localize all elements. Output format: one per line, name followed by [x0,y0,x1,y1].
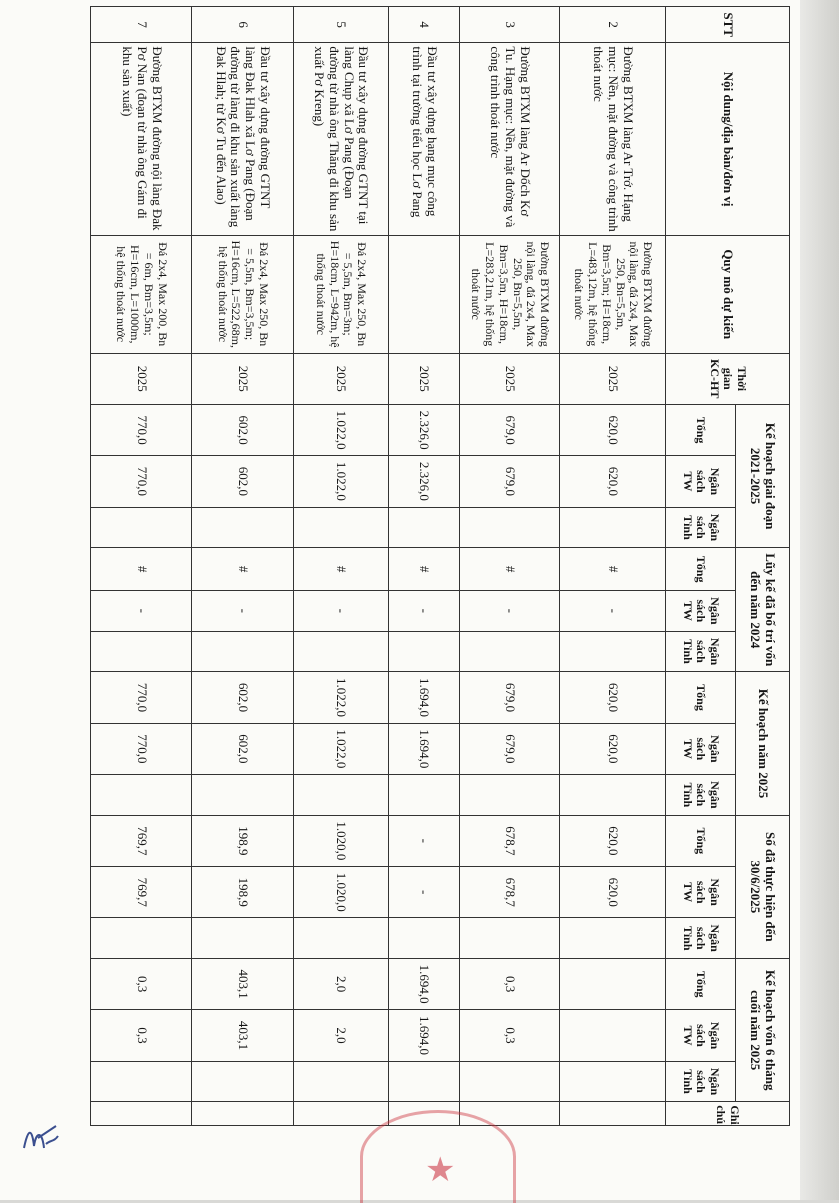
header-g3-total: Tổng [666,672,736,723]
cell-lk-total: # [91,548,192,591]
cell-stt: 4 [388,7,460,43]
rotated-table-wrapper [90,6,790,1126]
cell-c6-tinh [91,1061,192,1102]
header-note: Ghi chú [666,1102,790,1126]
header-g5-tw: Ngân sách TW [666,1010,736,1061]
cell-lk-tinh [91,631,192,672]
cell-scale: Đá 2x4, Max 250, Bn = 5,5m, Bm=3m; H=18cm, L=942m, hệ thống thoát nước [293,235,388,353]
cell-th-total: 620,0 [560,815,666,866]
cell-c6-total: 403,1 [192,959,293,1010]
cell-n25-tinh [560,775,666,816]
header-plan-last-6-months: Kế hoạch vốn 6 tháng cuối năm 2025 [736,959,790,1102]
cell-lk-tw: - [460,591,560,632]
cell-lk-total: # [293,548,388,591]
cell-n25-tw: 679,0 [460,723,560,774]
cell-th-tinh [192,918,293,959]
header-g3-tw: Ngân sách TW [666,723,736,774]
cell-th-total: 198,9 [192,815,293,866]
cell-th-tw: - [388,867,460,918]
cell-th-total: 678,7 [460,815,560,866]
cell-kh-total: 679,0 [460,404,560,455]
cell-n25-tw: 770,0 [91,723,192,774]
cell-kh-tw: 2.326,0 [388,456,460,507]
cell-n25-tinh [293,775,388,816]
cell-c6-total: 0,3 [460,959,560,1010]
cell-content: Đường BTXM đường nội làng Đak Pơ Nan (đoạn từ nhà ông Gám đi khu sản xuất) [91,43,192,236]
cell-time: 2025 [91,353,192,404]
cell-kh-tw: 679,0 [460,456,560,507]
cell-th-tw: 620,0 [560,867,666,918]
header-stt: STT [666,7,790,43]
cell-note [293,1102,388,1126]
cell-note [91,1102,192,1126]
cell-stt: 2 [560,7,666,43]
cell-kh-total: 602,0 [192,404,293,455]
cell-kh-tw: 602,0 [192,456,293,507]
header-g3-tinh: Ngân sách Tỉnh [666,775,736,816]
cell-content: Đầu tư xây dựng đường GTNT tại làng Chụp xã Lơ Pang (Đoạn đường từ nhà ông Thăng đi khu sản xuất Pơ Kreng) [293,43,388,236]
cell-time: 2025 [192,353,293,404]
header-g1-tinh: Ngân sách Tỉnh [666,507,736,548]
cell-c6-tw: 0,3 [460,1010,560,1061]
cell-n25-total: 770,0 [91,672,192,723]
cell-th-total: 769,7 [91,815,192,866]
cell-content: Đường BTXM làng Ar Dốch Kơ Tu. Hạng mục: Nền, mặt đường và công trình thoát nước [460,43,560,236]
cell-lk-tw: - [293,591,388,632]
cell-th-tinh [560,918,666,959]
header-g2-tinh: Ngân sách Tỉnh [666,631,736,672]
cell-th-tinh [91,918,192,959]
header-plan-2021-2025: Kế hoạch giai đoạn 2021-2025 [736,404,790,547]
cell-lk-tw: - [388,591,460,632]
cell-lk-tinh [460,631,560,672]
header-g1-total: Tổng [666,404,736,455]
header-plan-2025: Kế hoạch năm 2025 [736,672,790,815]
cell-n25-tinh [388,775,460,816]
header-g2-tw: Ngân sách TW [666,591,736,632]
cell-lk-tw: - [192,591,293,632]
cell-c6-tw [560,1010,666,1061]
cell-n25-tinh [192,775,293,816]
cell-n25-total: 1.022,0 [293,672,388,723]
cell-n25-tw: 1.022,0 [293,723,388,774]
cell-kh-tinh [293,507,388,548]
header-g1-tw: Ngân sách TW [666,456,736,507]
header-g4-tw: Ngân sách TW [666,867,736,918]
cell-c6-tinh [560,1061,666,1102]
header-scale: Quy mô dự kiến [666,235,790,353]
cell-n25-total: 1.694,0 [388,672,460,723]
cell-stt: 3 [460,7,560,43]
cell-lk-total: # [192,548,293,591]
cell-n25-total: 679,0 [460,672,560,723]
cell-kh-tw: 1.022,0 [293,456,388,507]
cell-n25-tw: 620,0 [560,723,666,774]
cell-c6-tw: 2,0 [293,1010,388,1061]
signature-mark [18,1118,62,1158]
header-g4-total: Tổng [666,815,736,866]
table-row [388,7,460,1126]
cell-th-tinh [460,918,560,959]
cell-c6-tinh [192,1061,293,1102]
table-body [91,7,666,1126]
cell-lk-total: # [560,548,666,591]
cell-c6-tinh [460,1061,560,1102]
cell-th-tinh [388,918,460,959]
cell-n25-tinh [91,775,192,816]
cell-th-total: - [388,815,460,866]
cell-scale: Đường BTXM đường nội làng, đá 2x4, Max 250, Bn=5,5m, Bm=3,5m, H=18cm, L=283,21m, hệ thống thoát nước [460,235,560,353]
cell-th-tinh [293,918,388,959]
cell-n25-tw: 1.694,0 [388,723,460,774]
cell-content: Đầu tư xây dựng hạng mục công trình tại trường tiểu học Lơ Pang [388,43,460,236]
cell-kh-total: 2.326,0 [388,404,460,455]
header-g2-total: Tổng [666,548,736,591]
table-row [293,7,388,1126]
cell-kh-total: 620,0 [560,404,666,455]
cell-c6-tw: 0,3 [91,1010,192,1061]
table-row [460,7,560,1126]
cell-th-tw: 769,7 [91,867,192,918]
cell-th-tw: 678,7 [460,867,560,918]
cell-c6-total: 0,3 [91,959,192,1010]
header-cumulative-2024: Lũy kế đã bố trí vốn đến năm 2024 [736,548,790,672]
cell-content: Đầu tư xây dựng đường GTNT làng Đak Hlah xã Lơ Pang (Đoạn đường từ làng đi khu sản xuất làng Đak Hlah; từ Kơ Tu đến Alao) [192,43,293,236]
cell-kh-total: 770,0 [91,404,192,455]
cell-stt: 6 [192,7,293,43]
header-time: Thời gian KC-HT [666,353,790,404]
cell-n25-total: 602,0 [192,672,293,723]
cell-time: 2025 [388,353,460,404]
cell-c6-total: 1.694,0 [388,959,460,1010]
cell-lk-tw: - [560,591,666,632]
cell-time: 2025 [460,353,560,404]
cell-kh-tinh [560,507,666,548]
header-content: Nội dung/địa bàn/đơn vị [666,43,790,236]
scanner-edge [800,0,839,1200]
cell-c6-total [560,959,666,1010]
cell-n25-total: 620,0 [560,672,666,723]
cell-th-total: 1.020,0 [293,815,388,866]
cell-lk-total: # [460,548,560,591]
cell-kh-tw: 770,0 [91,456,192,507]
cell-kh-tinh [91,507,192,548]
cell-kh-tinh [388,507,460,548]
cell-c6-tinh [293,1061,388,1102]
cell-time: 2025 [293,353,388,404]
cell-lk-tinh [560,631,666,672]
cell-kh-tw: 620,0 [560,456,666,507]
cell-th-tw: 1.020,0 [293,867,388,918]
cell-lk-tinh [388,631,460,672]
cell-lk-tinh [192,631,293,672]
cell-stt: 5 [293,7,388,43]
cell-scale: Đá 2x4, Max 250, Bn = 5,5m, Bm=3,5m; H=16cm, L=522,68m, hệ thống thoát nước [192,235,293,353]
cell-n25-tinh [460,775,560,816]
cell-c6-total: 2,0 [293,959,388,1010]
cell-time: 2025 [560,353,666,404]
header-g5-tinh: Ngân sách Tỉnh [666,1061,736,1102]
cell-kh-total: 1.022,0 [293,404,388,455]
cell-note [192,1102,293,1126]
cell-th-tw: 198,9 [192,867,293,918]
cell-kh-tinh [460,507,560,548]
cell-scale [388,235,460,353]
header-done-30-6-2025: Số đã thực hiện đến 30/6/2025 [736,815,790,958]
cell-c6-tinh [388,1061,460,1102]
cell-stt: 7 [91,7,192,43]
cell-lk-tinh [293,631,388,672]
cell-lk-tw: - [91,591,192,632]
table-row [192,7,293,1126]
cell-scale: Đường BTXM đường nội làng, đá 2x4, Max 250, Bn=5,5m, Bm=3,5m; H=18cm, L=483,12m, hệ thống thoát nước [560,235,666,353]
cell-c6-tw: 403,1 [192,1010,293,1061]
cell-note [560,1102,666,1126]
cell-n25-tw: 602,0 [192,723,293,774]
table-row [91,7,192,1126]
cell-c6-tw: 1.694,0 [388,1010,460,1061]
seal-star-icon: ★ [425,1152,456,1189]
header-g4-tinh: Ngân sách Tỉnh [666,918,736,959]
cell-kh-tinh [192,507,293,548]
cell-content: Đường BTXM làng Ar Trớ. Hạng mục: Nền, mặt đường và công trình thoát nước [560,43,666,236]
cell-scale: Đá 2x4, Max 200, Bn = 6m, Bm=3,5m; H=16cm, L=1000m, hệ thống thoát nước [91,235,192,353]
header-g5-total: Tổng [666,959,736,1010]
table-row [560,7,666,1126]
investment-plan-table [90,6,790,1126]
cell-lk-total: # [388,548,460,591]
